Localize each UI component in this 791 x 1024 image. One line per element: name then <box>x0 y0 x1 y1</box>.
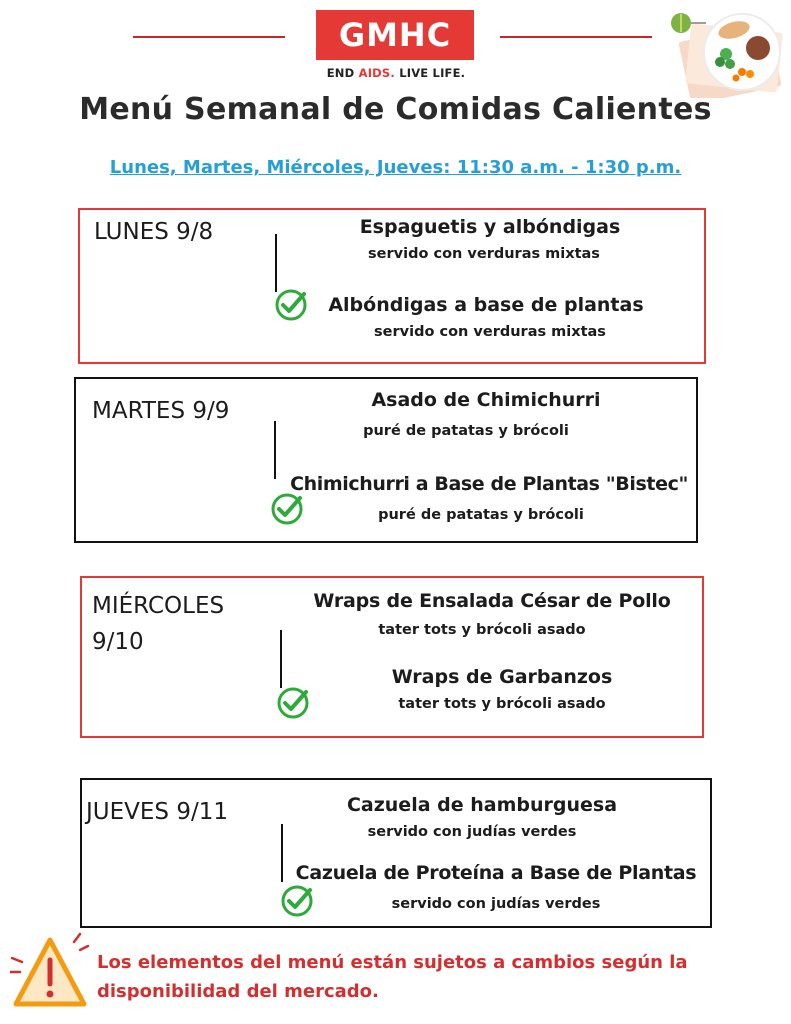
header-rule-right <box>500 36 652 38</box>
warning-icon <box>10 932 90 1014</box>
day-label: MARTES 9/9 <box>92 398 230 424</box>
availability-notice: Los elementos del menú están sujetos a cambios según la disponibilidad del mercado. <box>97 952 688 1002</box>
day-label-line2: 9/10 <box>92 629 144 655</box>
gmhc-logo <box>316 10 474 60</box>
day-label: JUEVES 9/11 <box>86 799 228 825</box>
check-leaf-icon <box>274 288 308 322</box>
meal-name-plant-based: Albóndigas a base de plantas <box>328 294 644 316</box>
header-rule-left <box>133 36 285 38</box>
day-card-tuesday <box>74 377 698 543</box>
tagline-part2: AIDS. <box>358 66 395 80</box>
divider-line <box>280 630 282 688</box>
meal-name-plant-based: Wraps de Garbanzos <box>391 666 613 688</box>
meal-side-plant-based: puré de patatas y brócoli <box>378 507 584 523</box>
meal-side: servido con verduras mixtas <box>368 246 600 262</box>
day-card-thursday <box>80 778 712 928</box>
day-label: LUNES 9/8 <box>94 219 214 245</box>
service-hours-link[interactable]: Lunes, Martes, Miércoles, Jueves: 11:30 a.m. - 1:30 p.m. <box>109 157 682 178</box>
divider-line <box>275 234 277 292</box>
meal-name: Asado de Chimichurri <box>371 389 601 411</box>
meal-side-plant-based: servido con verduras mixtas <box>374 324 606 340</box>
day-label-line1: MIÉRCOLES <box>92 593 225 619</box>
logo-text: GMHC <box>338 16 452 54</box>
meal-side: tater tots y brócoli asado <box>378 622 586 638</box>
meal-side-plant-based: servido con judías verdes <box>391 896 601 912</box>
tagline-part1: END <box>326 66 359 80</box>
meal-name: Wraps de Ensalada César de Pollo <box>313 590 671 612</box>
meal-side: servido con judías verdes <box>367 824 577 840</box>
day-card-monday <box>78 208 706 364</box>
meal-side-plant-based: tater tots y brócoli asado <box>398 696 606 712</box>
page-title: Menú Semanal de Comidas Calientes <box>79 92 712 127</box>
check-leaf-icon <box>276 686 310 720</box>
tagline <box>296 66 496 80</box>
tagline-part3: LIVE LIFE. <box>394 66 466 80</box>
check-leaf-icon <box>270 492 304 526</box>
meal-name-plant-based: Cazuela de Proteína a Base de Plantas <box>295 862 697 884</box>
meal-side: puré de patatas y brócoli <box>363 423 569 439</box>
food-plate-icon <box>666 8 784 98</box>
meal-name: Cazuela de hamburguesa <box>346 794 618 816</box>
meal-name-plant-based: Chimichurri a Base de Plantas "Bistec" <box>290 473 688 495</box>
day-card-wednesday <box>80 576 704 738</box>
meal-name: Espaguetis y albóndigas <box>359 216 621 238</box>
